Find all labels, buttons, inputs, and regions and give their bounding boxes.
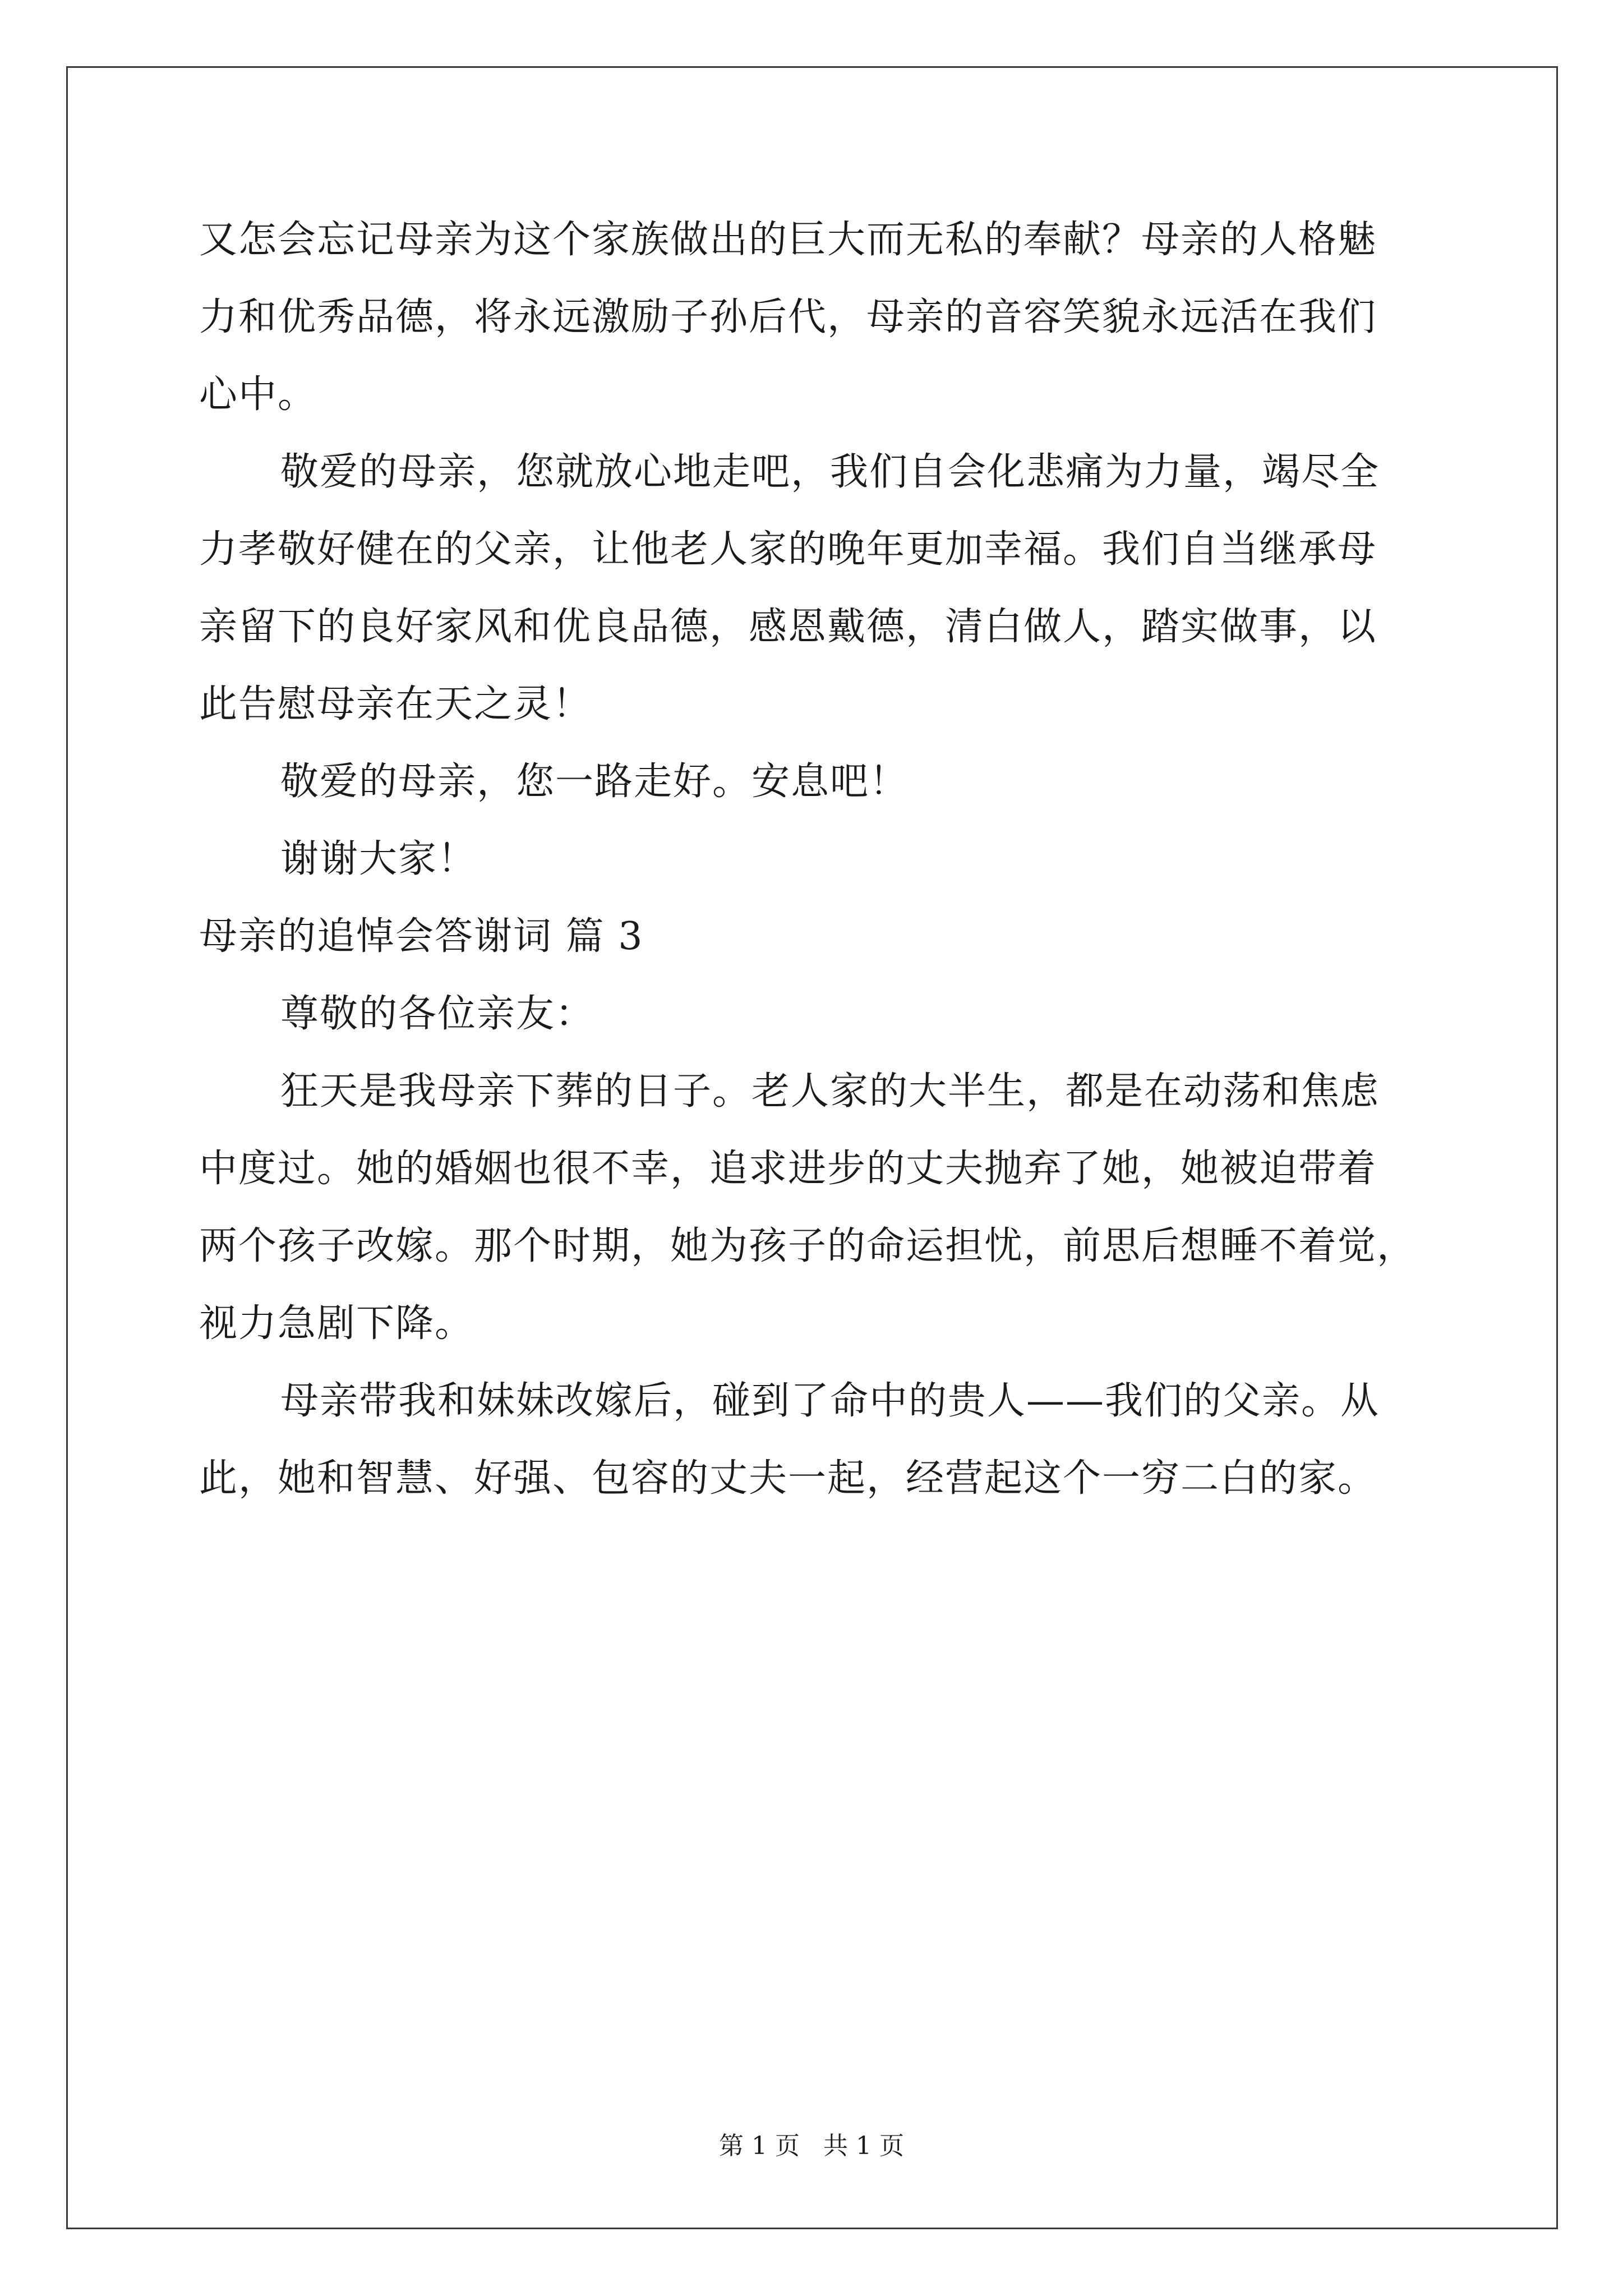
page-number: 第 1 页 — [719, 2132, 800, 2160]
paragraph-start-line: 敬爱的母亲，您就放心地走吧，我们自会化悲痛为力量，竭尽全 — [280, 450, 1380, 494]
text-line: 亲留下的良好家风和优良品德，感恩戴德，清白做人，踏实做事，以 — [199, 605, 1377, 649]
section-heading: 母亲的追悼会答谢词 篇 3 — [199, 914, 644, 959]
paragraph-start-line: 敬爱的母亲，您一路走好。安息吧！ — [280, 760, 909, 804]
text-line: 中度过。她的婚姻也很不幸，追求进步的丈夫抛弃了她，她被迫带着 — [199, 1147, 1377, 1191]
text-line: 此，她和智慧、好强、包容的丈夫一起，经营起这个一穷二白的家。 — [199, 1456, 1377, 1501]
page-footer — [0, 2129, 1623, 2163]
text-line: 两个孩子改嫁。那个时期，她为孩子的命运担忧，前思后想睡不着觉， — [199, 1224, 1417, 1268]
page-total: 共 1 页 — [823, 2132, 904, 2160]
text-line: 力和优秀品德，将永远激励子孙后代，母亲的音容笑貌永远活在我们 — [199, 295, 1377, 339]
paragraph-start-line: 母亲带我和妹妹改嫁后，碰到了命中的贵人——我们的父亲。从 — [280, 1379, 1380, 1423]
text-line: 视力急剧下降。 — [199, 1301, 474, 1346]
text-line: 心中。 — [199, 372, 317, 417]
text-line: 此告慰母亲在天之灵！ — [199, 682, 592, 726]
paragraph-start-line: 谢谢大家！ — [280, 837, 477, 881]
text-line: 力孝敬好健在的父亲，让他老人家的晚年更加幸福。我们自当继承母 — [199, 527, 1377, 572]
salutation: 尊敬的各位亲友： — [280, 992, 595, 1036]
paragraph-start-line: 狂天是我母亲下葬的日子。老人家的大半生，都是在动荡和焦虑 — [280, 1069, 1380, 1114]
text-line: 又怎会忘记母亲为这个家族做出的巨大而无私的奉献？母亲的人格魅 — [199, 218, 1377, 262]
